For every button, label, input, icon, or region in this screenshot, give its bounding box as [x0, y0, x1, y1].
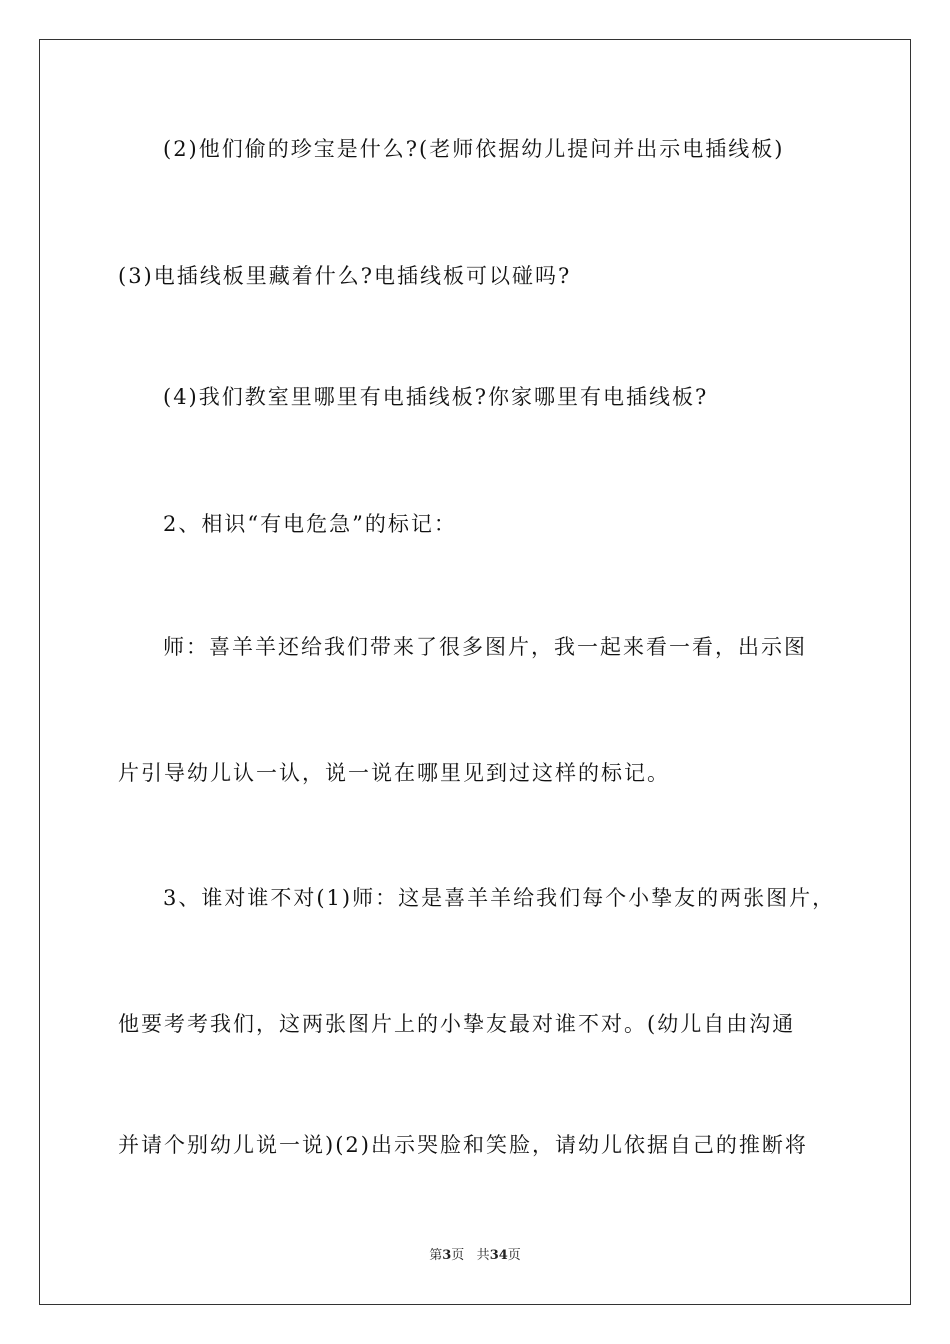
page-suffix: 页	[451, 1248, 465, 1263]
page-border	[39, 39, 911, 1305]
paragraph-line-3: (4)我们教室里哪里有电插线板?你家哪里有电插线板?	[163, 385, 709, 409]
current-page-number: 3	[442, 1248, 452, 1263]
section-heading-2: 2、相识“有电危急”的标记：	[163, 512, 457, 536]
paragraph-line-1: (2)他们偷的珍宝是什么?(老师依据幼儿提问并出示电插线板)	[163, 137, 785, 161]
page-footer	[0, 1247, 950, 1265]
paragraph-line-2: (3)电插线板里藏着什么?电插线板可以碰吗?	[118, 264, 572, 288]
paragraph-line-6: 片引导幼儿认一认，说一说在哪里见到过这样的标记。	[118, 761, 670, 785]
total-prefix: 共	[476, 1248, 490, 1263]
page-prefix: 第	[429, 1248, 443, 1263]
total-suffix: 页	[507, 1248, 521, 1263]
section-heading-3: 3、谁对谁不对(1)师：这是喜羊羊给我们每个小挚友的两张图片，	[163, 886, 836, 910]
total-page-count: 34	[489, 1248, 508, 1263]
paragraph-line-9: 并请个别幼儿说一说)(2)出示哭脸和笑脸，请幼儿依据自己的推断将	[118, 1133, 808, 1157]
paragraph-line-5: 师：喜羊羊还给我们带来了很多图片，我一起来看一看，出示图	[163, 635, 807, 659]
paragraph-line-8: 他要考考我们，这两张图片上的小挚友最对谁不对。(幼儿自由沟通	[118, 1012, 796, 1036]
